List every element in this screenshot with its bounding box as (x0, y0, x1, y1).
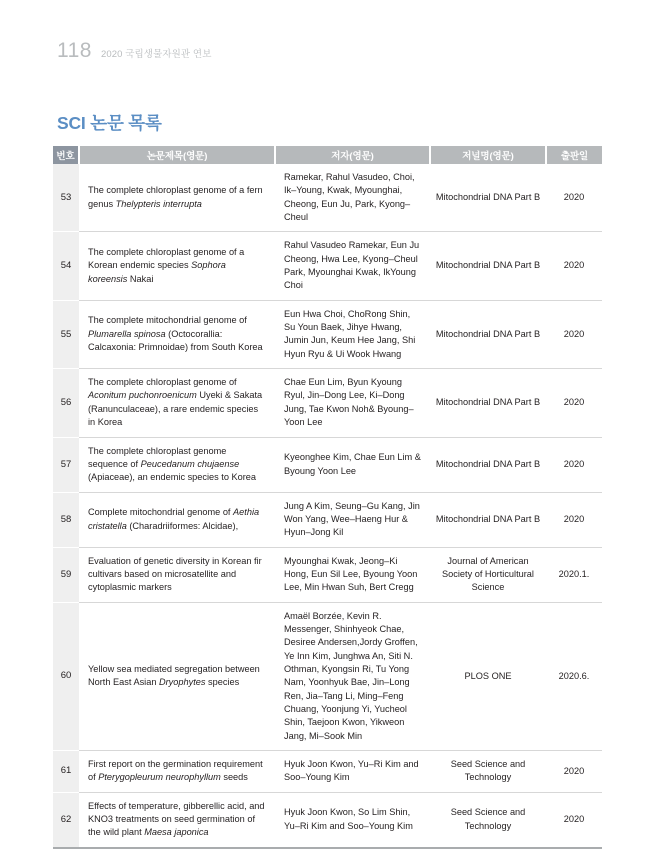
cell-journal: Mitochondrial DNA Part B (430, 492, 546, 547)
cell-authors: Ramekar, Rahul Vasudeo, Choi, Ik–Young, Kwak, Myounghai, Cheong, Eun Ju, Park, Kyong–Cheul (275, 164, 430, 232)
cell-authors: Jung A Kim, Seung–Gu Kang, Jin Won Yang, Wee–Haeng Hur & Hyun–Jong Kil (275, 492, 430, 547)
cell-publication-date: 2020 (546, 492, 602, 547)
species-name: Peucedanum chujaense (140, 458, 240, 469)
table-row (53, 792, 602, 848)
cell-publication-date: 2020 (546, 792, 602, 848)
cell-no: 56 (53, 369, 79, 437)
table-header (53, 146, 602, 164)
species-name: Maesa japonica (144, 827, 209, 838)
cell-no: 60 (53, 602, 79, 750)
table-row (53, 492, 602, 547)
cell-paper-title: The complete chloroplast genome of a fern genus Thelypteris interrupta (79, 164, 275, 232)
cell-journal: Mitochondrial DNA Part B (430, 369, 546, 437)
cell-no: 62 (53, 792, 79, 848)
cell-no: 61 (53, 751, 79, 793)
cell-publication-date: 2020 (546, 300, 602, 368)
cell-authors: Rahul Vasudeo Ramekar, Eun Ju Cheong, Hwa Lee, Kyong–Cheul Park, Myounghai Kwak, IkYoung Choi (275, 232, 430, 300)
cell-journal: Mitochondrial DNA Part B (430, 300, 546, 368)
species-name: Aethia cristatella (88, 507, 260, 531)
cell-no: 59 (53, 547, 79, 602)
cell-paper-title: The complete chloroplast genome sequence of Peucedanum chujaense (Apiaceae), an endemic species to Korea (79, 437, 275, 492)
table-header-row (53, 146, 602, 164)
table-row (53, 369, 602, 437)
cell-journal: Seed Science and Technology (430, 751, 546, 793)
running-head-title: 2020 국립생물자원관 연보 (100, 49, 212, 60)
cell-no: 55 (53, 300, 79, 368)
cell-paper-title: The complete chloroplast genome of Aconitum puchonroenicum Uyeki & Sakata (Ranunculaceae), a rare endemic species in Korea (79, 369, 275, 437)
cell-publication-date: 2020 (546, 437, 602, 492)
page-title: SCI 논문 목록 (57, 113, 162, 133)
species-name: Dryophytes (158, 677, 206, 688)
cell-publication-date: 2020.1. (546, 547, 602, 602)
cell-publication-date: 2020.6. (546, 602, 602, 750)
cell-journal: Mitochondrial DNA Part B (430, 164, 546, 232)
cell-authors: Eun Hwa Choi, ChoRong Shin, Su Youn Baek, Jihye Hwang, Jumin Jun, Keum Hee Jang, Shi Hyun Ryu & Ui Wook Hwang (275, 300, 430, 368)
cell-paper-title: Effects of temperature, gibberellic acid, and KNO3 treatments on seed germination of the wild plant Maesa japonica (79, 792, 275, 848)
cell-paper-title: Yellow sea mediated segregation between North East Asian Dryophytes species (79, 602, 275, 750)
cell-paper-title: The complete chloroplast genome of a Korean endemic species Sophora koreensis Nakai (79, 232, 275, 300)
cell-no: 53 (53, 164, 79, 232)
column-header-date: 출판일 (546, 146, 602, 164)
cell-publication-date: 2020 (546, 164, 602, 232)
cell-journal: Mitochondrial DNA Part B (430, 437, 546, 492)
species-name: Pterygopleurum neurophyllum (98, 772, 221, 783)
cell-paper-title: First report on the germination requirement of Pterygopleurum neurophyllum seeds (79, 751, 275, 793)
cell-publication-date: 2020 (546, 751, 602, 793)
species-name: Plumarella spinosa (88, 328, 166, 339)
species-name: Aconitum puchonroenicum (88, 390, 197, 401)
cell-authors: Amaël Borzée, Kevin R. Messenger, Shinhyeok Chae, Desiree Andersen,Jordy Groffen, Ye Inn Kim, Junghwa An, Siti N. Othman, Kyongsin Ri, Tu Yong Nam, Yoonhyuk Bae, Jin–Long Ren, Jia–Tang Li, Ming–Feng Chuang, Yoonjung Yi, Yucheol Shin, Taejoon Kwon, Yikweon Jang, Mi–Sook Min (275, 602, 430, 750)
table-row (53, 547, 602, 602)
cell-no: 54 (53, 232, 79, 300)
page-number: 118 (57, 39, 92, 62)
table-row (53, 232, 602, 300)
column-header-title: 논문제목(영문) (79, 146, 275, 164)
table-row (53, 164, 602, 232)
sci-paper-table (53, 146, 602, 849)
cell-authors: Kyeonghee Kim, Chae Eun Lim & Byoung Yoon Lee (275, 437, 430, 492)
table-row (53, 437, 602, 492)
table-row (53, 602, 602, 750)
species-name: Thelypteris interrupta (115, 198, 202, 209)
cell-authors: Myounghai Kwak, Jeong–Ki Hong, Eun Sil Lee, Byoung Yoon Lee, Min Hwan Suh, Bert Cregg (275, 547, 430, 602)
column-header-journal: 저널명(영문) (430, 146, 546, 164)
cell-journal: Seed Science and Technology (430, 792, 546, 848)
table-row (53, 300, 602, 368)
cell-publication-date: 2020 (546, 369, 602, 437)
cell-authors: Hyuk Joon Kwon, Yu–Ri Kim and Soo–Young Kim (275, 751, 430, 793)
cell-journal: Mitochondrial DNA Part B (430, 232, 546, 300)
cell-paper-title: The complete mitochondrial genome of Plumarella spinosa (Octocorallia: Calcaxonia: Primnoidae) from South Korea (79, 300, 275, 368)
column-header-no: 번호 (53, 146, 79, 164)
cell-publication-date: 2020 (546, 232, 602, 300)
cell-journal: PLOS ONE (430, 602, 546, 750)
species-name: Sophora koreensis (88, 260, 226, 284)
running-head (57, 40, 212, 61)
column-header-authors: 저자(영문) (275, 146, 430, 164)
cell-no: 57 (53, 437, 79, 492)
table-row (53, 751, 602, 793)
cell-paper-title: Evaluation of genetic diversity in Korean fir cultivars based on microsatellite and cytoplasmic markers (79, 547, 275, 602)
sci-paper-table-container (53, 146, 602, 849)
cell-authors: Hyuk Joon Kwon, So Lim Shin, Yu–Ri Kim and Soo–Young Kim (275, 792, 430, 848)
cell-journal: Journal of American Society of Horticultural Science (430, 547, 546, 602)
cell-paper-title: Complete mitochondrial genome of Aethia cristatella (Charadriiformes: Alcidae), (79, 492, 275, 547)
cell-no: 58 (53, 492, 79, 547)
cell-authors: Chae Eun Lim, Byun Kyoung Ryul, Jin–Dong Lee, Ki–Dong Jung, Tae Kwon Noh& Byoung–Yoon Lee (275, 369, 430, 437)
table-body (53, 164, 602, 848)
